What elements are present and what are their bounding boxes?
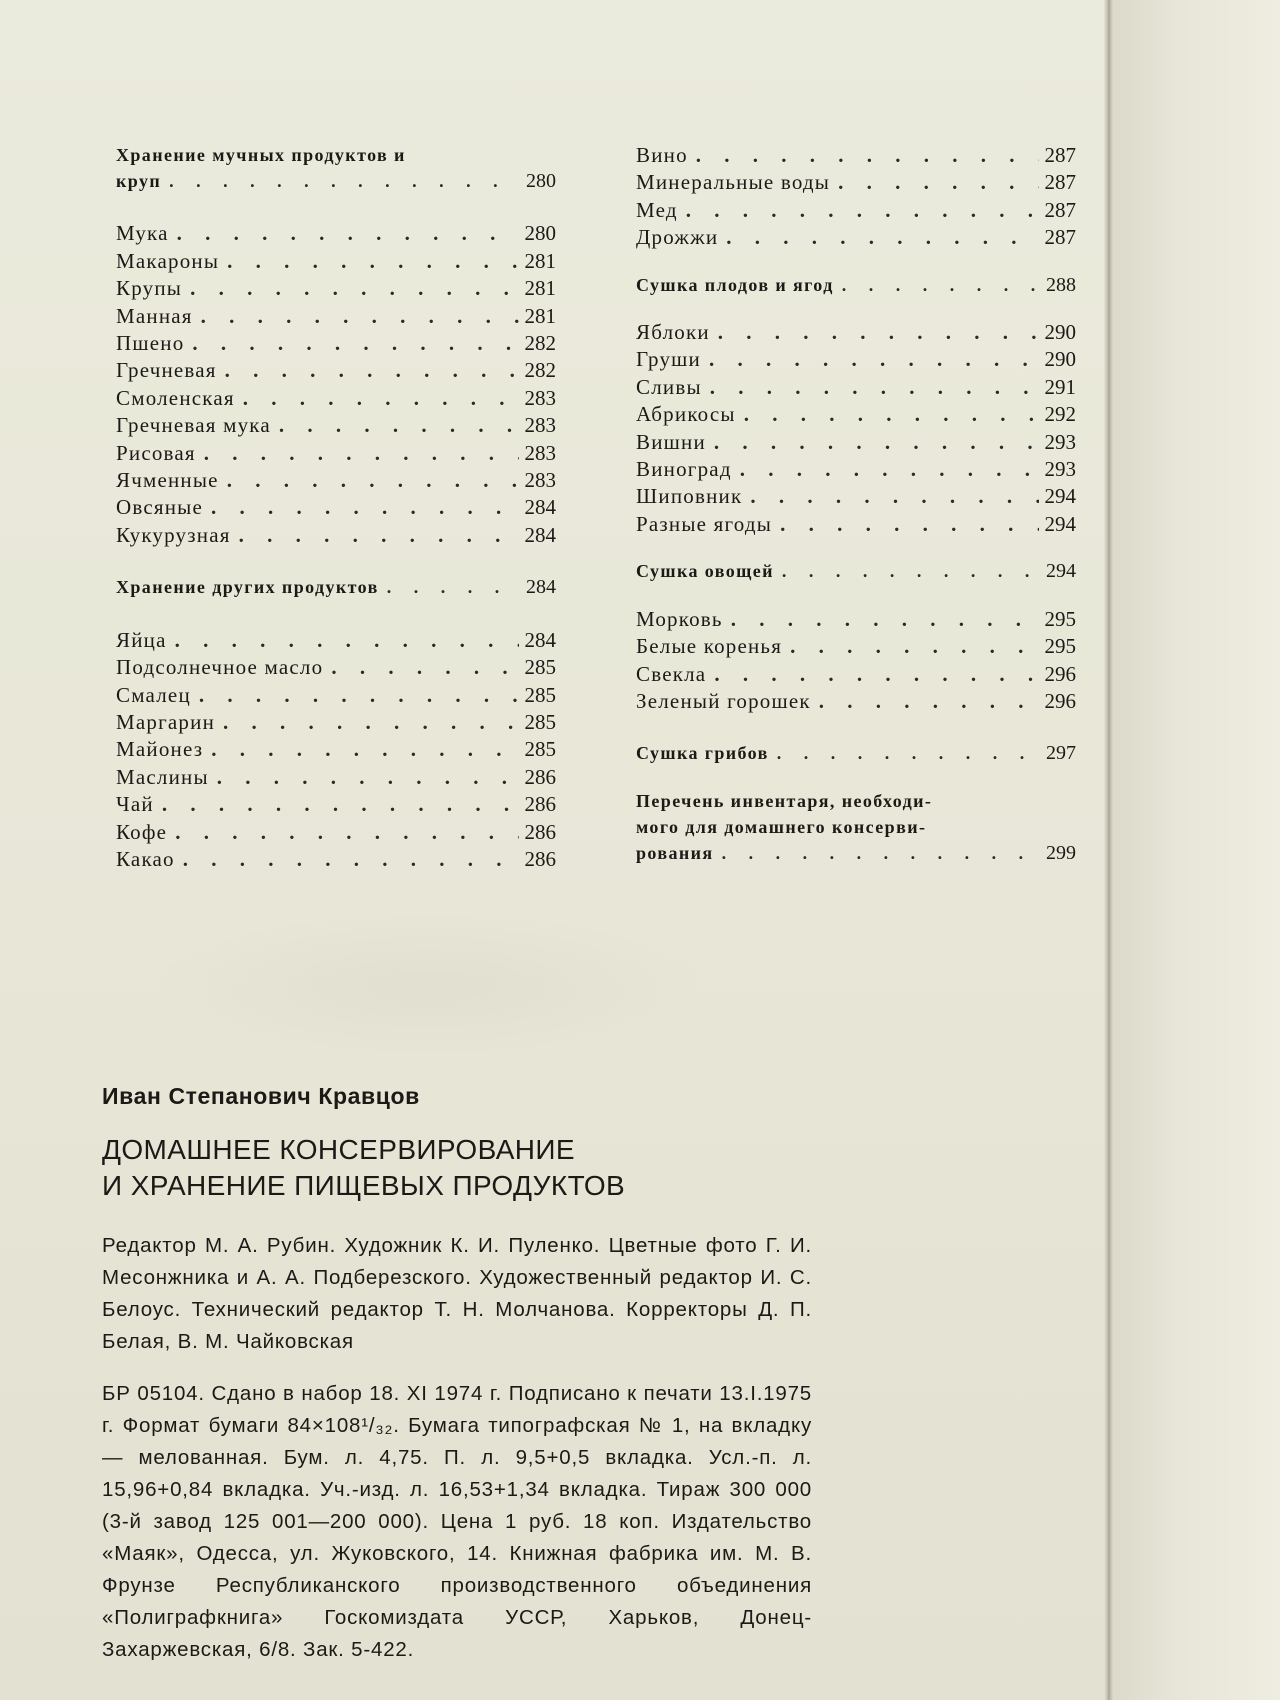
toc-right-column (636, 142, 1076, 867)
toc-page-number: 294 (1044, 484, 1076, 509)
print-info-paragraph: БР 05104. Сдано в набор 18. XI 1974 г. Подписано к печати 13.I.1975 г. Формат бумаги 84×108¹/₃₂. Бумага типографская № 1, на вкладку — мелованная. Бум. л. 4,75. П. л. 9,5+0,5 вкладка. Усл.-п. л. 15,96+0,84 вкладка. Уч.-изд. л. 16,53+1,34 вкладка. Тираж 300 000 (3-й завод 125 001—200 000). Цена 1 руб. 18 коп. Издательство «Маяк», Одесса, ул. Жуковского, 14. Книжная фабрика им. М. В. Фрунзе Республиканского производственного объединения «Полиграфкнига» Госкомиздата УССР, Харьков, Донец-Захаржевская, 6/8. Зак. 5-422. (102, 1382, 812, 1661)
toc-dot-leader (714, 429, 1039, 456)
toc-dot-leader (199, 682, 519, 709)
toc-entry-label: Какао (116, 846, 175, 871)
toc-dot-leader (217, 764, 519, 791)
toc-page-number: 284 (524, 627, 556, 652)
toc-entry-label: Вишни (636, 429, 706, 454)
toc-page-number: 293 (1044, 457, 1076, 482)
toc-page-number: 281 (524, 248, 556, 273)
toc-page-number: 284 (526, 576, 556, 599)
toc-entry (116, 412, 556, 439)
toc-entry (116, 819, 556, 846)
toc-entry (636, 374, 1076, 401)
toc-dot-leader (780, 511, 1038, 538)
toc-dot-leader (726, 224, 1038, 251)
toc-page-number: 295 (1044, 634, 1076, 659)
toc-entry-label: Яблоки (636, 320, 710, 345)
toc-dot-leader (175, 819, 518, 846)
toc-entry (116, 330, 556, 357)
toc-section-heading (636, 558, 1076, 585)
toc-entry-label: Смоленская (116, 385, 235, 410)
toc-page-number: 296 (1044, 661, 1076, 686)
toc-dot-leader (201, 303, 519, 330)
toc-entry (116, 357, 556, 384)
toc-page-number: 284 (524, 495, 556, 520)
toc-dot-leader (243, 385, 519, 412)
toc-page-number: 286 (524, 819, 556, 844)
toc-dot-leader (750, 483, 1038, 510)
adjacent-page-edge (1114, 0, 1280, 1700)
toc-entry (116, 248, 556, 275)
toc-entry (636, 511, 1076, 538)
toc-dot-leader (819, 688, 1039, 715)
toc-entry (636, 429, 1076, 456)
toc-dot-leader (162, 791, 519, 818)
toc-entry (116, 764, 556, 791)
toc-entry-label: Сливы (636, 374, 702, 399)
toc-page-number: 280 (524, 221, 556, 246)
toc-dot-leader (709, 346, 1039, 373)
toc-entry-label: Макароны (116, 248, 220, 273)
toc-entry (636, 661, 1076, 688)
toc-dot-leader (686, 197, 1039, 224)
toc-dot-leader (710, 374, 1039, 401)
toc-dot-leader (696, 142, 1039, 169)
toc-dot-leader (192, 330, 518, 357)
toc-entry (116, 654, 556, 681)
toc-entry-label: Майонез (116, 737, 204, 762)
toc-page-number: 284 (524, 522, 556, 547)
toc-entry (116, 736, 556, 763)
toc-page-number: 296 (1044, 688, 1076, 713)
toc-dot-leader (744, 401, 1039, 428)
toc-page-number: 294 (1044, 511, 1076, 536)
toc-dot-leader (842, 272, 1040, 299)
toc-page-number: 283 (524, 385, 556, 410)
toc-section-heading (636, 740, 1076, 767)
toc-entry (636, 169, 1076, 196)
toc-entry-label: Мука (116, 221, 169, 246)
toc-page-number: 286 (524, 846, 556, 871)
toc-entry (636, 142, 1076, 169)
toc-entry (636, 483, 1076, 510)
toc-dot-leader (239, 522, 519, 549)
toc-entry (636, 319, 1076, 346)
toc-page-number: 287 (1044, 170, 1076, 195)
toc-page-number: 290 (1044, 347, 1076, 372)
toc-page-number: 287 (1044, 143, 1076, 167)
toc-page-number: 297 (1046, 742, 1076, 765)
book-title-line: И ХРАНЕНИЕ ПИЩЕВЫХ ПРОДУКТОВ (102, 1170, 626, 1201)
toc-page-number: 282 (524, 358, 556, 383)
toc-heading-line: мого для домашнего консерви- (636, 816, 927, 837)
toc-entry-label: Разные ягоды (636, 511, 773, 536)
toc-section-heading (116, 574, 556, 601)
book-title-line: ДОМАШНЕЕ КОНСЕРВИРОВАНИЕ (102, 1134, 576, 1165)
toc-entry (636, 401, 1076, 428)
author-name: Иван Степанович Кравцов (102, 1083, 420, 1109)
toc-entry-label: Зеленый горошек (636, 688, 811, 713)
toc-page-number: 283 (524, 413, 556, 438)
toc-page-number: 285 (524, 682, 556, 707)
toc-entry (116, 385, 556, 412)
toc-heading-line-text: круп (116, 171, 162, 191)
toc-dot-leader (740, 456, 1039, 483)
toc-dot-leader (177, 220, 519, 247)
toc-entry-label: Крупы (116, 276, 183, 301)
imprint-block (102, 1083, 812, 1666)
toc-page-number: 287 (1044, 197, 1076, 222)
toc-entry (636, 456, 1076, 483)
toc-page-number: 281 (524, 303, 556, 328)
toc-page-number: 283 (524, 440, 556, 465)
toc-page-number: 286 (524, 792, 556, 817)
toc-left-column (116, 142, 556, 873)
toc-dot-leader (190, 275, 518, 302)
toc-dot-leader (331, 654, 518, 681)
toc-entry-label: Гречневая (116, 358, 217, 383)
toc-section-heading (116, 142, 556, 195)
toc-entry-label: Чай (116, 792, 154, 817)
toc-dot-leader (790, 633, 1038, 660)
toc-entry (116, 682, 556, 709)
toc-entry (116, 303, 556, 330)
toc-heading-line: Хранение мучных продуктов и (116, 145, 406, 165)
toc-section-heading (636, 788, 1076, 867)
toc-section-heading (636, 272, 1076, 299)
toc-page-number: 285 (524, 737, 556, 762)
toc-page-number: 287 (1044, 225, 1076, 250)
toc-page-number: 299 (1046, 841, 1076, 864)
toc-entry (116, 522, 556, 549)
toc-entry-label: Гречневая мука (116, 413, 271, 438)
paper-stain (150, 910, 710, 1060)
toc-entry (116, 440, 556, 467)
toc-dot-leader (211, 494, 518, 521)
toc-entry-label: Мед (636, 197, 678, 222)
toc-entry (116, 494, 556, 521)
toc-dot-leader (387, 574, 520, 601)
book-title (102, 1132, 812, 1204)
toc-dot-leader (714, 661, 1038, 688)
toc-entry-label: Кукурузная (116, 522, 231, 547)
toc-entry (636, 346, 1076, 373)
toc-dot-leader (225, 357, 519, 384)
toc-entry (636, 688, 1076, 715)
toc-entry-label: Кофе (116, 819, 168, 844)
toc-entry-label: Хранение других продуктов (116, 577, 379, 598)
toc-page-number: 286 (524, 764, 556, 789)
toc-page-number: 288 (1046, 273, 1076, 296)
toc-entry-label: Подсолнечное масло (116, 655, 324, 680)
toc-page-number: 285 (524, 709, 556, 734)
toc-page-number: 291 (1044, 374, 1076, 399)
toc-dot-leader (782, 558, 1040, 585)
toc-entry (636, 606, 1076, 633)
toc-entry (116, 709, 556, 736)
toc-entry-label: Яйца (116, 627, 167, 652)
toc-page-number: 293 (1044, 429, 1076, 454)
toc-entry-label: Сушка овощей (636, 561, 774, 582)
toc-dot-leader (204, 440, 519, 467)
toc-entry (116, 846, 556, 873)
toc-entry (636, 224, 1076, 251)
toc-entry-label: Манная (116, 303, 193, 328)
toc-entry (116, 627, 556, 654)
toc-entry-label: Сушка грибов (636, 743, 769, 764)
toc-dot-leader (279, 412, 519, 439)
toc-entry-label: Шиповник (636, 484, 743, 509)
toc-entry-label: Белые коренья (636, 634, 783, 659)
toc-entry (116, 467, 556, 494)
toc-entry-label: Сушка плодов и ягод (636, 274, 834, 295)
toc-dot-leader (183, 846, 519, 873)
toc-entry (116, 791, 556, 818)
toc-page-number: 290 (1044, 320, 1076, 345)
toc-entry (116, 275, 556, 302)
toc-entry-label: Ячменные (116, 468, 219, 493)
toc-entry-label: Рисовая (116, 440, 196, 465)
toc-page-number: 282 (524, 331, 556, 356)
toc-dot-leader (777, 740, 1040, 767)
toc-entry-label: Груши (636, 347, 701, 372)
toc-entry-label: Маслины (116, 764, 209, 789)
toc-dot-leader (838, 169, 1038, 196)
toc-entry-label: Абрикосы (636, 402, 736, 427)
toc-heading-line: Перечень инвентаря, необходи- (636, 790, 933, 811)
toc-dot-leader (227, 467, 519, 494)
toc-dot-leader (731, 606, 1039, 633)
toc-entry (636, 197, 1076, 224)
toc-entry-label: Минеральные воды (636, 170, 831, 195)
toc-entry-label: Вино (636, 143, 688, 167)
toc-page-number: 281 (524, 276, 556, 301)
toc-entry-label: Маргарин (116, 709, 216, 734)
book-gutter (1104, 0, 1114, 1700)
toc-page-number: 285 (524, 655, 556, 680)
toc-entry-label: Виноград (636, 457, 732, 482)
toc-dot-leader (223, 709, 518, 736)
toc-entry (636, 633, 1076, 660)
toc-page-number: 292 (1044, 402, 1076, 427)
toc-entry-label: Пшено (116, 331, 185, 356)
toc-heading-line (636, 840, 1076, 867)
credits-paragraph: Редактор М. А. Рубин. Художник К. И. Пуленко. Цветные фото Г. И. Месонжника и А. А. Подберезского. Художественный редактор И. С. Белоус. Технический редактор Т. Н. Молчанова. Корректоры Д. П. Белая, В. М. Чайковская (102, 1234, 812, 1353)
toc-entry-label: Морковь (636, 606, 723, 631)
toc-heading-line-text: рования (636, 842, 714, 863)
toc-dot-leader (718, 319, 1039, 346)
toc-dot-leader (211, 736, 518, 763)
toc-dot-leader (175, 627, 519, 654)
toc-page-number: 283 (524, 468, 556, 493)
toc-entry-label: Свекла (636, 661, 707, 686)
toc-entry-label: Дрожжи (636, 225, 719, 250)
toc-dot-leader (227, 248, 518, 275)
toc-page-number: 280 (526, 170, 556, 192)
toc-entry-label: Смалец (116, 682, 191, 707)
toc-heading-line (116, 168, 556, 195)
toc-page-number: 294 (1046, 560, 1076, 583)
toc-entry (116, 220, 556, 247)
toc-page-number: 295 (1044, 606, 1076, 631)
toc-entry-label: Овсяные (116, 495, 204, 520)
